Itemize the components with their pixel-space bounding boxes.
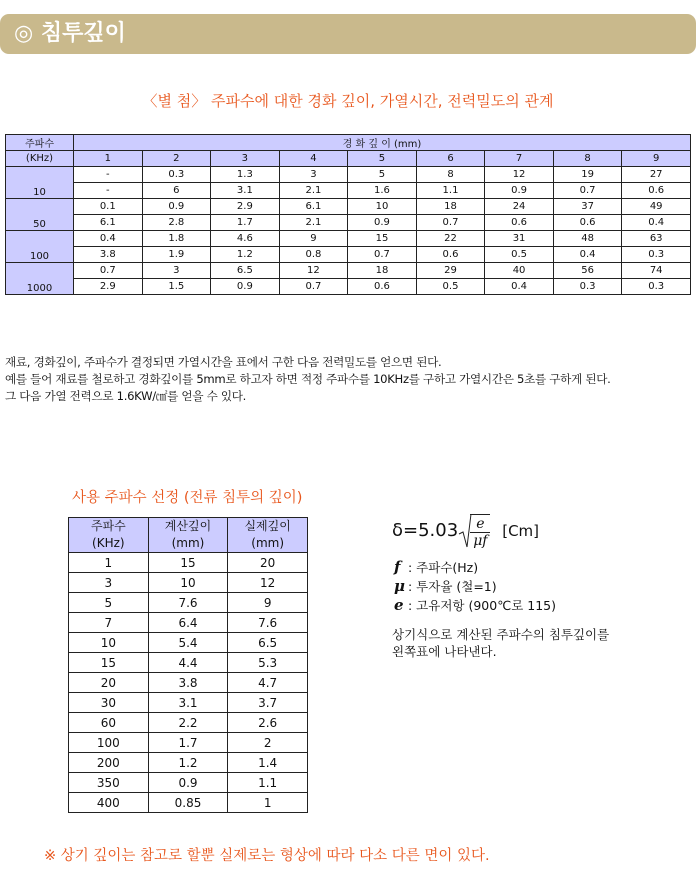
power-density-cell: 2.1 (279, 183, 348, 199)
t2-header-actual: 실제깊이 (mm) (228, 518, 308, 553)
heat-time-cell: 1.8 (142, 231, 211, 247)
depth-col-header: 1 (74, 151, 143, 167)
table-cell: 7.6 (228, 613, 308, 633)
power-density-cell: 0.6 (553, 215, 622, 231)
heat-time-cell: 2.9 (211, 199, 280, 215)
heat-time-cell: 49 (622, 199, 691, 215)
table-row (6, 199, 691, 215)
table-row (6, 167, 691, 183)
power-density-cell: 3.1 (211, 183, 280, 199)
depth-header: 경 화 깊 이 (mm) (74, 135, 691, 151)
table-row (69, 633, 308, 653)
heat-time-cell: 0.7 (74, 263, 143, 279)
hardening-depth-table (5, 134, 691, 295)
power-density-cell: 1.1 (416, 183, 485, 199)
table-row (6, 215, 691, 231)
power-density-cell: 3.8 (74, 247, 143, 263)
heat-time-cell: 48 (553, 231, 622, 247)
power-density-cell: 0.5 (485, 247, 554, 263)
explanation-line: 재료, 경화깊이, 주파수가 결정되면 가열시간을 표에서 구한 다음 전력밀도를 얻으면 된다. (5, 355, 442, 369)
heat-time-cell: 22 (416, 231, 485, 247)
table-cell: 4.4 (148, 653, 228, 673)
heat-time-cell: 31 (485, 231, 554, 247)
table-cell: 20 (228, 553, 308, 573)
table-row (69, 613, 308, 633)
legend-item: e : 고유저항 (900℃로 115) (394, 596, 557, 614)
table-row (6, 183, 691, 199)
table-cell: 5.4 (148, 633, 228, 653)
formula-note: 상기식으로 계산된 주파수의 침투깊이를 왼쪽표에 나타낸다. (392, 627, 610, 659)
table-cell: 6.4 (148, 613, 228, 633)
table-row (69, 793, 308, 813)
power-density-cell: 0.6 (485, 215, 554, 231)
title-bar (0, 14, 696, 54)
table-row (69, 553, 308, 573)
power-density-cell: 6 (142, 183, 211, 199)
heat-time-cell: 15 (348, 231, 417, 247)
heat-time-cell: 3 (142, 263, 211, 279)
table-cell: 2.2 (148, 713, 228, 733)
table-cell: 60 (69, 713, 149, 733)
table-cell: 1 (228, 793, 308, 813)
heat-time-cell: - (74, 167, 143, 183)
table-cell: 1.1 (228, 773, 308, 793)
power-density-cell: 1.7 (211, 215, 280, 231)
table-row (69, 753, 308, 773)
power-density-cell: 1.5 (142, 279, 211, 295)
table-cell: 400 (69, 793, 149, 813)
table2-heading: 사용 주파수 선정 (전류 침투의 깊이) (72, 490, 303, 506)
table-row (69, 773, 308, 793)
heat-time-cell: 6.5 (211, 263, 280, 279)
heat-time-cell: 6.1 (279, 199, 348, 215)
power-density-cell: 0.3 (622, 247, 691, 263)
formula-lhs: δ=5.03 (392, 520, 459, 541)
table-cell: 350 (69, 773, 149, 793)
table-cell: 3.7 (228, 693, 308, 713)
freq-unit: (KHz) (6, 151, 74, 167)
table-cell: 4.7 (228, 673, 308, 693)
power-density-cell: 1.2 (211, 247, 280, 263)
table-row (69, 713, 308, 733)
power-density-cell: 0.4 (485, 279, 554, 295)
power-density-cell: 0.8 (279, 247, 348, 263)
depth-col-header: 8 (553, 151, 622, 167)
depth-col-header: 9 (622, 151, 691, 167)
power-density-cell: 1.9 (142, 247, 211, 263)
legend-item: f : 주파수(Hz) (394, 558, 479, 576)
heat-time-cell: 1.3 (211, 167, 280, 183)
table-cell: 1.4 (228, 753, 308, 773)
power-density-cell: 0.7 (553, 183, 622, 199)
heat-time-cell: 12 (279, 263, 348, 279)
freq-cell: 100 (6, 231, 74, 263)
formula-fraction (470, 514, 490, 549)
heat-time-cell: 0.9 (142, 199, 211, 215)
formula-unit: [Cm] (502, 522, 540, 540)
power-density-cell: 2.8 (142, 215, 211, 231)
heat-time-cell: 24 (485, 199, 554, 215)
t2-header-freq: 주파수 (KHz) (69, 518, 149, 553)
table-cell: 5.3 (228, 653, 308, 673)
freq-cell: 50 (6, 199, 74, 231)
table-row (6, 231, 691, 247)
heat-time-cell: 18 (416, 199, 485, 215)
power-density-cell: 0.9 (348, 215, 417, 231)
formula-numerator: e (470, 517, 490, 533)
heat-time-cell: 37 (553, 199, 622, 215)
formula-legend (394, 558, 556, 615)
power-density-cell: 1.6 (348, 183, 417, 199)
table-cell: 3.8 (148, 673, 228, 693)
heat-time-cell: 27 (622, 167, 691, 183)
table-cell: 9 (228, 593, 308, 613)
heat-time-cell: 0.1 (74, 199, 143, 215)
depth-col-header: 7 (485, 151, 554, 167)
heat-time-cell: 19 (553, 167, 622, 183)
table-cell: 6.5 (228, 633, 308, 653)
heat-time-cell: 12 (485, 167, 554, 183)
power-density-cell: 0.7 (348, 247, 417, 263)
power-density-cell: 0.5 (416, 279, 485, 295)
power-density-cell: 0.4 (553, 247, 622, 263)
table-cell: 1.7 (148, 733, 228, 753)
heat-time-cell: 74 (622, 263, 691, 279)
table-cell: 3.1 (148, 693, 228, 713)
table-cell: 15 (148, 553, 228, 573)
table1-heading: 〈별 첨〉 주파수에 대한 경화 깊이, 가열시간, 전력밀도의 관계 (142, 92, 554, 110)
heat-time-cell: 56 (553, 263, 622, 279)
heat-time-cell: 5 (348, 167, 417, 183)
table-cell: 0.85 (148, 793, 228, 813)
heat-time-cell: 40 (485, 263, 554, 279)
t2-header-calc: 계산깊이 (mm) (148, 518, 228, 553)
depth-col-header: 5 (348, 151, 417, 167)
table-cell: 2.6 (228, 713, 308, 733)
power-density-cell: 0.6 (416, 247, 485, 263)
page-title: ◎ 침투깊이 (14, 21, 126, 46)
table-row (69, 733, 308, 753)
frequency-selection-table (68, 517, 308, 813)
table-cell: 1 (69, 553, 149, 573)
depth-col-header: 4 (279, 151, 348, 167)
power-density-cell: 0.6 (622, 183, 691, 199)
table-row (6, 279, 691, 295)
table-row (6, 263, 691, 279)
freq-cell: 1000 (6, 263, 74, 295)
power-density-cell: 0.3 (622, 279, 691, 295)
heat-time-cell: 8 (416, 167, 485, 183)
depth-col-header: 3 (211, 151, 280, 167)
heat-time-cell: 3 (279, 167, 348, 183)
table-cell: 100 (69, 733, 149, 753)
heat-time-cell: 63 (622, 231, 691, 247)
table-cell: 10 (69, 633, 149, 653)
table-cell: 0.9 (148, 773, 228, 793)
depth-col-header: 6 (416, 151, 485, 167)
table-cell: 1.2 (148, 753, 228, 773)
table-row (69, 673, 308, 693)
heat-time-cell: 0.4 (74, 231, 143, 247)
power-density-cell: 2.1 (279, 215, 348, 231)
heat-time-cell: 10 (348, 199, 417, 215)
table-cell: 7.6 (148, 593, 228, 613)
formula-denominator: μf (473, 532, 488, 549)
table-cell: 30 (69, 693, 149, 713)
heat-time-cell: 18 (348, 263, 417, 279)
table-row (69, 593, 308, 613)
power-density-cell: 0.6 (348, 279, 417, 295)
table-cell: 200 (69, 753, 149, 773)
table-cell: 7 (69, 613, 149, 633)
power-density-cell: 0.9 (211, 279, 280, 295)
heat-time-cell: 4.6 (211, 231, 280, 247)
heat-time-cell: 0.3 (142, 167, 211, 183)
power-density-cell: 0.7 (279, 279, 348, 295)
bottom-note: ※ 상기 깊이는 참고로 할뿐 실제로는 형상에 따라 다소 다른 면이 있다. (44, 848, 490, 864)
explanation-line: 그 다음 가열 전력으로 1.6KW/㎠를 얻을 수 있다. (5, 389, 247, 403)
penetration-formula (392, 512, 539, 550)
table-row (69, 573, 308, 593)
power-density-cell: 0.9 (485, 183, 554, 199)
power-density-cell: 0.3 (553, 279, 622, 295)
table-row (6, 247, 691, 263)
depth-col-header: 2 (142, 151, 211, 167)
legend-item: μ : 투자율 (철=1) (394, 577, 497, 595)
power-density-cell: 0.4 (622, 215, 691, 231)
table-cell: 5 (69, 593, 149, 613)
table-row (69, 693, 308, 713)
power-density-cell: 2.9 (74, 279, 143, 295)
table-cell: 10 (148, 573, 228, 593)
table-row (69, 653, 308, 673)
table-cell: 12 (228, 573, 308, 593)
table-cell: 15 (69, 653, 149, 673)
power-density-cell: 0.7 (416, 215, 485, 231)
table-cell: 3 (69, 573, 149, 593)
heat-time-cell: 9 (279, 231, 348, 247)
table-cell: 2 (228, 733, 308, 753)
explanation-text (5, 354, 691, 405)
table-cell: 20 (69, 673, 149, 693)
freq-cell: 10 (6, 167, 74, 199)
freq-header: 주파수 (6, 135, 74, 151)
power-density-cell: 6.1 (74, 215, 143, 231)
heat-time-cell: 29 (416, 263, 485, 279)
explanation-line: 예를 들어 재료를 철로하고 경화깊이를 5mm로 하고자 하면 적정 주파수를 10KHz를 구하고 가열시간은 5초를 구하게 된다. (5, 372, 611, 386)
power-density-cell: - (74, 183, 143, 199)
